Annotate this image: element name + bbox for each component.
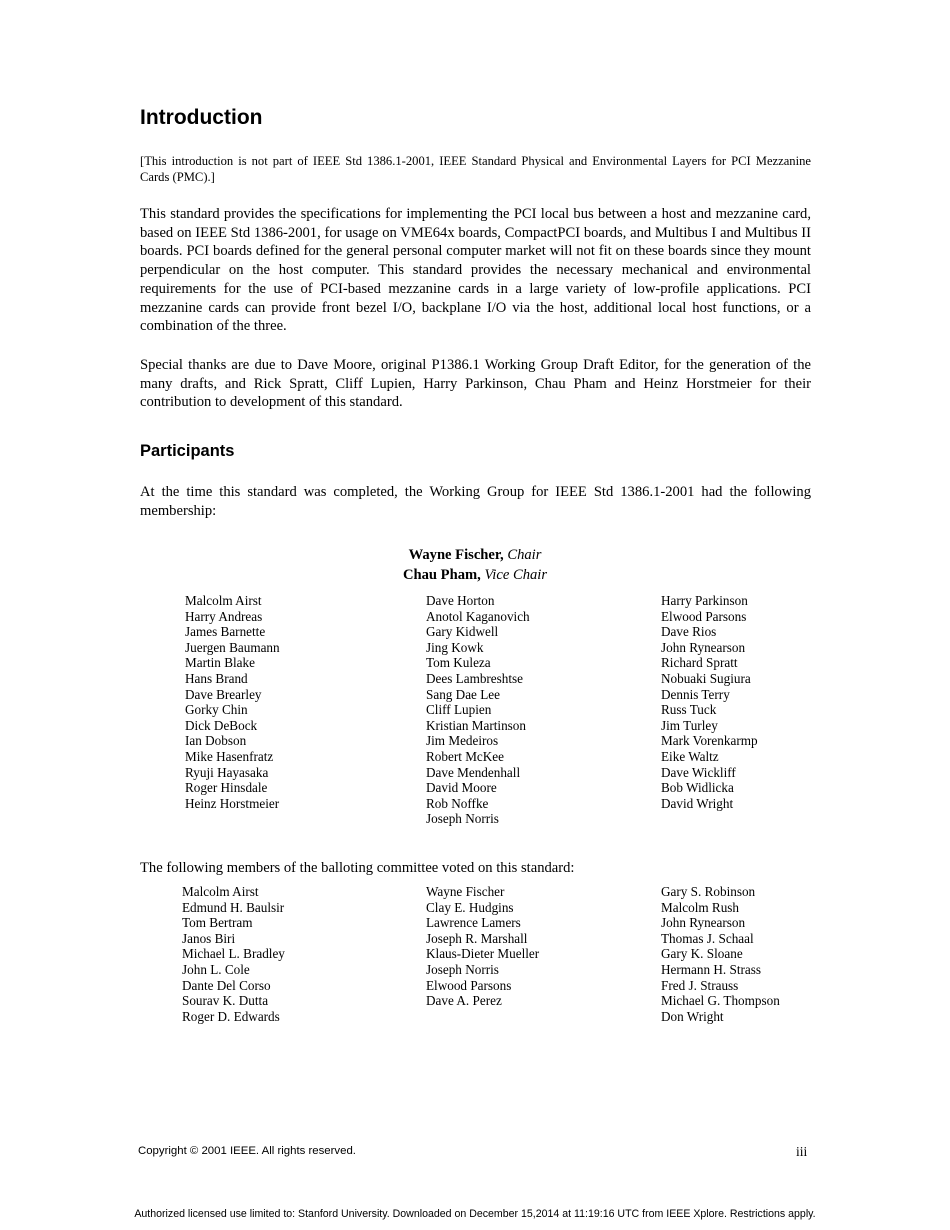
member-name: Eike Waltz — [661, 748, 719, 764]
member-name: Edmund H. Baulsir — [182, 899, 285, 915]
member-name: Bob Widlicka — [661, 780, 734, 796]
member-name: Richard Spratt — [661, 655, 738, 671]
member-name: Joseph Norris — [426, 961, 499, 977]
member-name: Tom Kuleza — [426, 655, 491, 671]
participants-intro: At the time this standard was completed, the Working Group for IEEE Std 1386.1-2001 had the following membership: — [140, 484, 811, 519]
vice-chair-name: Chau Pham, — [402, 567, 481, 583]
member-name: Janos Biri — [182, 930, 236, 946]
member-name: Nobuaki Sugiura — [661, 670, 751, 686]
member-name: Klaus-Dieter Mueller — [426, 946, 540, 962]
member-name: Dave Wickliff — [661, 764, 736, 780]
member-name: Dennis Terry — [661, 686, 730, 702]
member-name: Dave A. Perez — [426, 993, 502, 1009]
member-name: Dees Lambreshtse — [426, 670, 524, 686]
member-name: Hermann H. Strass — [661, 961, 761, 977]
license-notice: Authorized licensed use limited to: Stanford University. Downloaded on December 15,2014 at 11:19:16 UTC from IEEE Xplore. Restrictions apply. — [134, 1208, 816, 1220]
member-name: Jim Medeiros — [426, 733, 499, 749]
member-name: Gary Kidwell — [426, 624, 499, 640]
member-name: Ryuji Hayasaka — [185, 764, 269, 780]
member-name: Russ Tuck — [661, 702, 717, 718]
copyright-footer: Copyright © 2001 IEEE. All rights reserved. — [138, 1145, 356, 1157]
intro-paragraph-2: Special thanks are due to Dave Moore, original P1386.1 Working Group Draft Editor, for the generation of the many drafts, and Rick Spratt, Cliff Lupien, Harry Parkinson, Chau Pham and Heinz Horstmeier for their contribution to development of this standard. — [140, 357, 811, 411]
member-name: Mark Vorenkarmp — [661, 733, 758, 749]
member-name: John Rynearson — [661, 639, 746, 655]
member-name: Thomas J. Schaal — [661, 930, 754, 946]
member-name: Malcolm Airst — [182, 884, 259, 899]
member-name: Clay E. Hudgins — [426, 899, 514, 915]
member-name: Ian Dobson — [185, 733, 247, 749]
member-name: Wayne Fischer — [426, 884, 505, 899]
member-name: Gorky Chin — [185, 702, 248, 718]
balloting-column-2 — [426, 884, 539, 1009]
member-name: Robert McKee — [426, 748, 504, 764]
member-name: Roger Hinsdale — [185, 780, 268, 796]
member-name: Joseph R. Marshall — [426, 930, 528, 946]
member-name: Malcolm Airst — [185, 593, 262, 608]
member-name: Roger D. Edwards — [182, 1008, 280, 1024]
member-name: Jim Turley — [661, 717, 718, 733]
member-name: Harry Parkinson — [661, 593, 748, 608]
member-name: Dave Horton — [426, 593, 495, 608]
member-name: Hans Brand — [185, 670, 248, 686]
member-name: Anotol Kaganovich — [426, 608, 530, 624]
member-name: Lawrence Lamers — [426, 915, 521, 931]
balloting-intro: The following members of the balloting committee voted on this standard: — [140, 860, 575, 876]
balloting-column-3 — [661, 884, 780, 1024]
member-name: Cliff Lupien — [426, 702, 492, 718]
member-name: Fred J. Strauss — [661, 977, 739, 993]
member-name: David Moore — [426, 780, 497, 796]
member-name: Harry Andreas — [185, 608, 263, 624]
working-group-column-2 — [426, 593, 530, 827]
participants-heading: Participants — [140, 442, 235, 460]
member-name: Heinz Horstmeier — [185, 795, 280, 811]
member-name: Tom Bertram — [182, 915, 253, 931]
member-name: Joseph Norris — [426, 811, 499, 827]
member-name: Dave Mendenhall — [426, 764, 521, 780]
chair-role: Chair — [507, 547, 542, 563]
chair-line — [0, 545, 950, 565]
page-number: iii — [796, 1144, 808, 1159]
member-name: John L. Cole — [182, 961, 250, 977]
member-name: Michael G. Thompson — [661, 993, 780, 1009]
member-name: Malcolm Rush — [661, 899, 740, 915]
vice-chair-line — [0, 565, 950, 585]
member-name: Sang Dae Lee — [426, 686, 500, 702]
member-name: David Wright — [661, 795, 734, 811]
vice-chair-role: Vice Chair — [484, 567, 548, 583]
member-name: Dave Brearley — [185, 686, 262, 702]
member-name: Juergen Baumann — [185, 639, 280, 655]
member-name: Gary K. Sloane — [661, 946, 743, 962]
member-name: Martin Blake — [185, 655, 255, 671]
page-title: Introduction — [140, 106, 263, 129]
member-name: James Barnette — [185, 624, 266, 640]
chair-name: Wayne Fischer, — [408, 547, 504, 563]
member-name: Dave Rios — [661, 624, 717, 640]
member-name: Kristian Martinson — [426, 717, 526, 733]
member-name: Gary S. Robinson — [661, 884, 756, 899]
balloting-column-1 — [182, 884, 285, 1024]
member-name: Mike Hasenfratz — [185, 748, 274, 764]
member-name: Michael L. Bradley — [182, 946, 285, 962]
member-name: John Rynearson — [661, 915, 746, 931]
member-name: Dante Del Corso — [182, 977, 271, 993]
member-name: Don Wright — [661, 1008, 724, 1024]
member-name: Elwood Parsons — [426, 977, 512, 993]
working-group-officers — [0, 545, 950, 585]
member-name: Rob Noffke — [426, 795, 489, 811]
member-name: Dick DeBock — [185, 717, 258, 733]
member-name: Jing Kowk — [426, 639, 484, 655]
member-name: Sourav K. Dutta — [182, 993, 269, 1009]
member-name: Elwood Parsons — [661, 608, 747, 624]
working-group-column-3 — [661, 593, 758, 811]
introduction-note: [This introduction is not part of IEEE Std 1386.1-2001, IEEE Standard Physical and Environmental Layers for PCI Mezzanine Cards (PMC).] — [140, 154, 811, 184]
working-group-column-1 — [185, 593, 280, 811]
intro-paragraph-1: This standard provides the specifications for implementing the PCI local bus between a host and mezzanine card, based on IEEE Std 1386-2001, for usage on VME64x boards, CompactPCI boards, and Multibus I and Multibus II boards. PCI boards defined for the general personal computer market will not fit on these boards since they mount perpendicular on the host computer. This standard provides the necessary mechanical and environmental requirements for the use of PCI-based mezzanine cards in a large variety of low-profile applications. PCI mezzanine cards can provide front bezel I/O, backplane I/O via the host, additional local host functions, or a combination of the three. — [140, 206, 811, 335]
